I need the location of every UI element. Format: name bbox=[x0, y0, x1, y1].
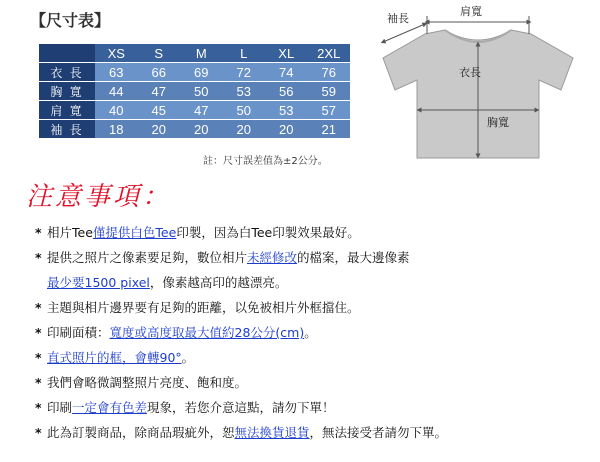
notice-item bbox=[35, 270, 595, 295]
table-cell: 50 bbox=[180, 82, 223, 101]
table-cell: 59 bbox=[308, 82, 351, 101]
bullet-marker: * bbox=[35, 350, 42, 365]
table-cell: 20 bbox=[180, 120, 223, 139]
notice-text: 提供之照片之像素要足夠，數位相片 bbox=[47, 250, 248, 265]
table-cell: 74 bbox=[265, 63, 308, 82]
row-label: 胸 寬 bbox=[39, 82, 95, 101]
table-cell: 76 bbox=[308, 63, 351, 82]
bullet-marker: * bbox=[35, 225, 42, 240]
table-cell: 69 bbox=[180, 63, 223, 82]
bullet-marker: * bbox=[35, 425, 42, 440]
notice-text: ，無法接受者請勿下單。 bbox=[309, 425, 448, 440]
size-header: S bbox=[138, 44, 181, 63]
table-row bbox=[39, 63, 350, 82]
row-label: 衣 長 bbox=[39, 63, 95, 82]
notice-text: 我們會略微調整照片亮度、飽和度。 bbox=[47, 375, 248, 390]
length-label: 衣長 bbox=[459, 67, 481, 79]
size-header-row bbox=[39, 44, 350, 63]
table-cell: 40 bbox=[95, 101, 138, 120]
notice-text: 此為訂製商品，除商品瑕疵外，恕 bbox=[47, 425, 235, 440]
table-row bbox=[39, 101, 350, 120]
table-cell: 44 bbox=[95, 82, 138, 101]
bullet-marker: * bbox=[35, 325, 42, 340]
notice-text: 現象，若您介意這點，請勿下單！ bbox=[147, 400, 335, 415]
table-cell: 20 bbox=[138, 120, 181, 139]
table-cell: 20 bbox=[223, 120, 266, 139]
notice-item bbox=[35, 345, 595, 370]
table-row bbox=[39, 82, 350, 101]
size-header: XL bbox=[265, 44, 308, 63]
table-cell: 66 bbox=[138, 63, 181, 82]
bullet-marker: * bbox=[35, 375, 42, 390]
table-cell: 63 bbox=[95, 63, 138, 82]
row-label: 袖 長 bbox=[39, 120, 95, 139]
table-cell: 45 bbox=[138, 101, 181, 120]
notice-item bbox=[35, 320, 595, 345]
notice-item bbox=[35, 370, 595, 395]
tolerance-note: 註：尺寸誤差值為±2公分。 bbox=[203, 156, 328, 167]
highlight-text: 寬度或高度取最大值約28公分(cm) bbox=[109, 325, 305, 340]
table-cell: 57 bbox=[308, 101, 351, 120]
notice-item bbox=[35, 245, 595, 270]
bullet-marker: * bbox=[35, 250, 42, 265]
table-cell: 50 bbox=[223, 101, 266, 120]
header-corner bbox=[39, 44, 95, 63]
size-table bbox=[39, 44, 350, 138]
table-cell: 21 bbox=[308, 120, 351, 139]
row-label: 肩 寬 bbox=[39, 101, 95, 120]
table-cell: 53 bbox=[223, 82, 266, 101]
size-header: L bbox=[223, 44, 266, 63]
notice-text: 的檔案，最大邊像素 bbox=[297, 250, 410, 265]
sleeve-label: 袖長 bbox=[387, 13, 409, 25]
table-cell: 72 bbox=[223, 63, 266, 82]
highlight-text: 一定會有色差 bbox=[72, 400, 148, 415]
size-header: XS bbox=[95, 44, 138, 63]
table-cell: 18 bbox=[95, 120, 138, 139]
table-cell: 47 bbox=[180, 101, 223, 120]
table-row bbox=[39, 120, 350, 139]
chest-label: 胸寬 bbox=[487, 117, 509, 129]
table-cell: 56 bbox=[265, 82, 308, 101]
notice-text: ，像素越高印的越漂亮。 bbox=[149, 275, 288, 290]
notice-item bbox=[35, 295, 595, 320]
shoulder-label: 肩寬 bbox=[460, 6, 482, 18]
bullet-marker: * bbox=[35, 300, 42, 315]
notice-text: 。 bbox=[304, 325, 317, 340]
notice-item bbox=[35, 220, 595, 245]
highlight-text: 直式照片的框，會轉90° bbox=[47, 350, 182, 365]
size-header: 2XL bbox=[308, 44, 351, 63]
highlight-text: 無法換貨退貨 bbox=[234, 425, 310, 440]
table-cell: 53 bbox=[265, 101, 308, 120]
notice-title: 注意事項： bbox=[26, 182, 172, 212]
notice-item bbox=[35, 420, 595, 445]
highlight-text: 未經修改 bbox=[247, 250, 298, 265]
table-cell: 20 bbox=[265, 120, 308, 139]
notice-text: 主題與相片邊界要有足夠的距離，以免被相片外框擋住。 bbox=[47, 300, 360, 315]
size-chart-title: 【尺寸表】 bbox=[30, 11, 111, 30]
size-header: M bbox=[180, 44, 223, 63]
notice-item bbox=[35, 395, 595, 420]
notice-text: 印刷面積： bbox=[47, 325, 110, 340]
notice-text: 印刷 bbox=[47, 400, 73, 415]
notice-text: 印製，因為白Tee印製效果最好。 bbox=[176, 225, 360, 240]
table-cell: 47 bbox=[138, 82, 181, 101]
highlight-text: 最少要1500 pixel bbox=[47, 275, 150, 290]
bullet-marker: * bbox=[35, 400, 42, 415]
notice-list bbox=[35, 220, 595, 445]
notice-text: 相片Tee bbox=[47, 225, 93, 240]
notice-text: 。 bbox=[181, 350, 195, 365]
tshirt-diagram bbox=[375, 2, 580, 162]
highlight-text: 僅提供白色Tee bbox=[92, 225, 177, 240]
